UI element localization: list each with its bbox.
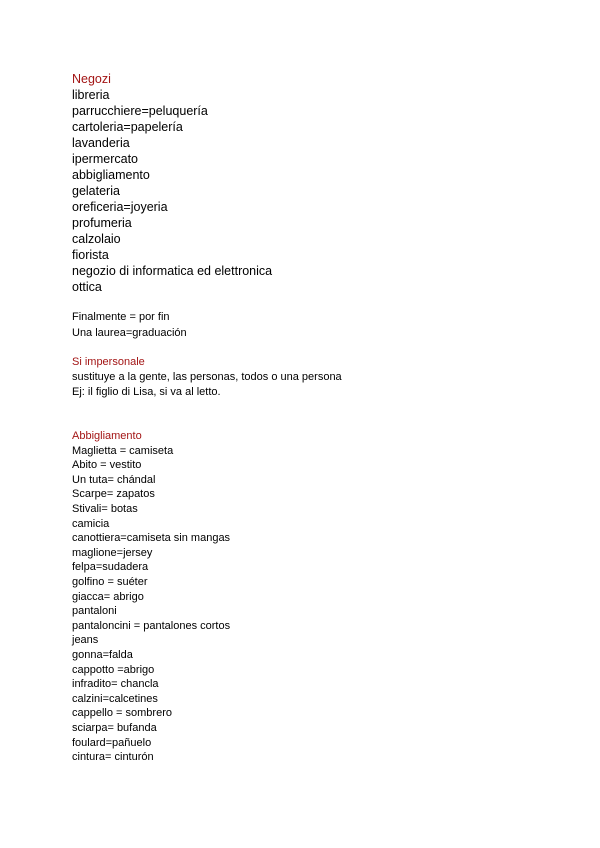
abbigliamento-heading: Abbigliamento: [72, 430, 142, 442]
list-item: oreficeria=joyeria: [72, 200, 168, 214]
list-item: cappello = sombrero: [72, 707, 172, 720]
list-item: ipermercato: [72, 152, 138, 166]
list-item: Stivali= botas: [72, 503, 138, 515]
impersonale-heading: Si impersonale: [72, 356, 145, 368]
list-item: Un tuta= chándal: [72, 473, 156, 486]
list-item: foulard=pañuelo: [72, 736, 152, 749]
list-item: cintura= cinturón: [72, 751, 154, 764]
list-item: camicia: [72, 517, 110, 530]
list-item: jeans: [72, 634, 99, 647]
list-item: Una laurea=graduación: [72, 327, 187, 339]
list-item: felpa=sudadera: [72, 561, 149, 574]
list-item: Maglietta = camiseta: [72, 444, 174, 457]
negozi-heading: Negozi: [72, 72, 111, 86]
list-item: parrucchiere=peluquería: [72, 104, 208, 118]
list-item: canottiera=camiseta sin mangas: [72, 532, 231, 545]
list-item: golfino = suéter: [72, 576, 148, 588]
list-item: pantaloncini = pantalones cortos: [72, 619, 231, 632]
list-item: Finalmente = por fin: [72, 311, 170, 323]
list-item: abbigliamento: [72, 168, 150, 182]
list-item: gelateria: [72, 184, 120, 198]
list-item: cartoleria=papelería: [72, 120, 183, 134]
list-item: cappotto =abrigo: [72, 663, 155, 676]
list-item: lavanderia: [72, 136, 130, 150]
list-item: negozio di informatica ed elettronica: [72, 264, 273, 278]
list-item: sustituye a la gente, las personas, todos o una persona: [72, 371, 342, 383]
list-item: ottica: [72, 280, 102, 294]
list-item: giacca= abrigo: [72, 590, 144, 603]
list-item: gonna=falda: [72, 649, 133, 661]
list-item: fiorista: [72, 248, 109, 262]
list-item: calzini=calcetines: [72, 692, 158, 705]
list-item: pantaloni: [72, 605, 117, 618]
list-item: libreria: [72, 88, 110, 102]
list-item: Abito = vestito: [72, 459, 142, 472]
list-item: maglione=jersey: [72, 546, 153, 559]
list-item: calzolaio: [72, 232, 121, 246]
list-item: profumeria: [72, 216, 132, 230]
list-item: sciarpa= bufanda: [72, 722, 157, 734]
list-item: infradito= chancla: [72, 678, 159, 691]
list-item: Ej: il figlio di Lisa, si va al letto.: [72, 386, 221, 398]
list-item: Scarpe= zapatos: [72, 488, 155, 501]
